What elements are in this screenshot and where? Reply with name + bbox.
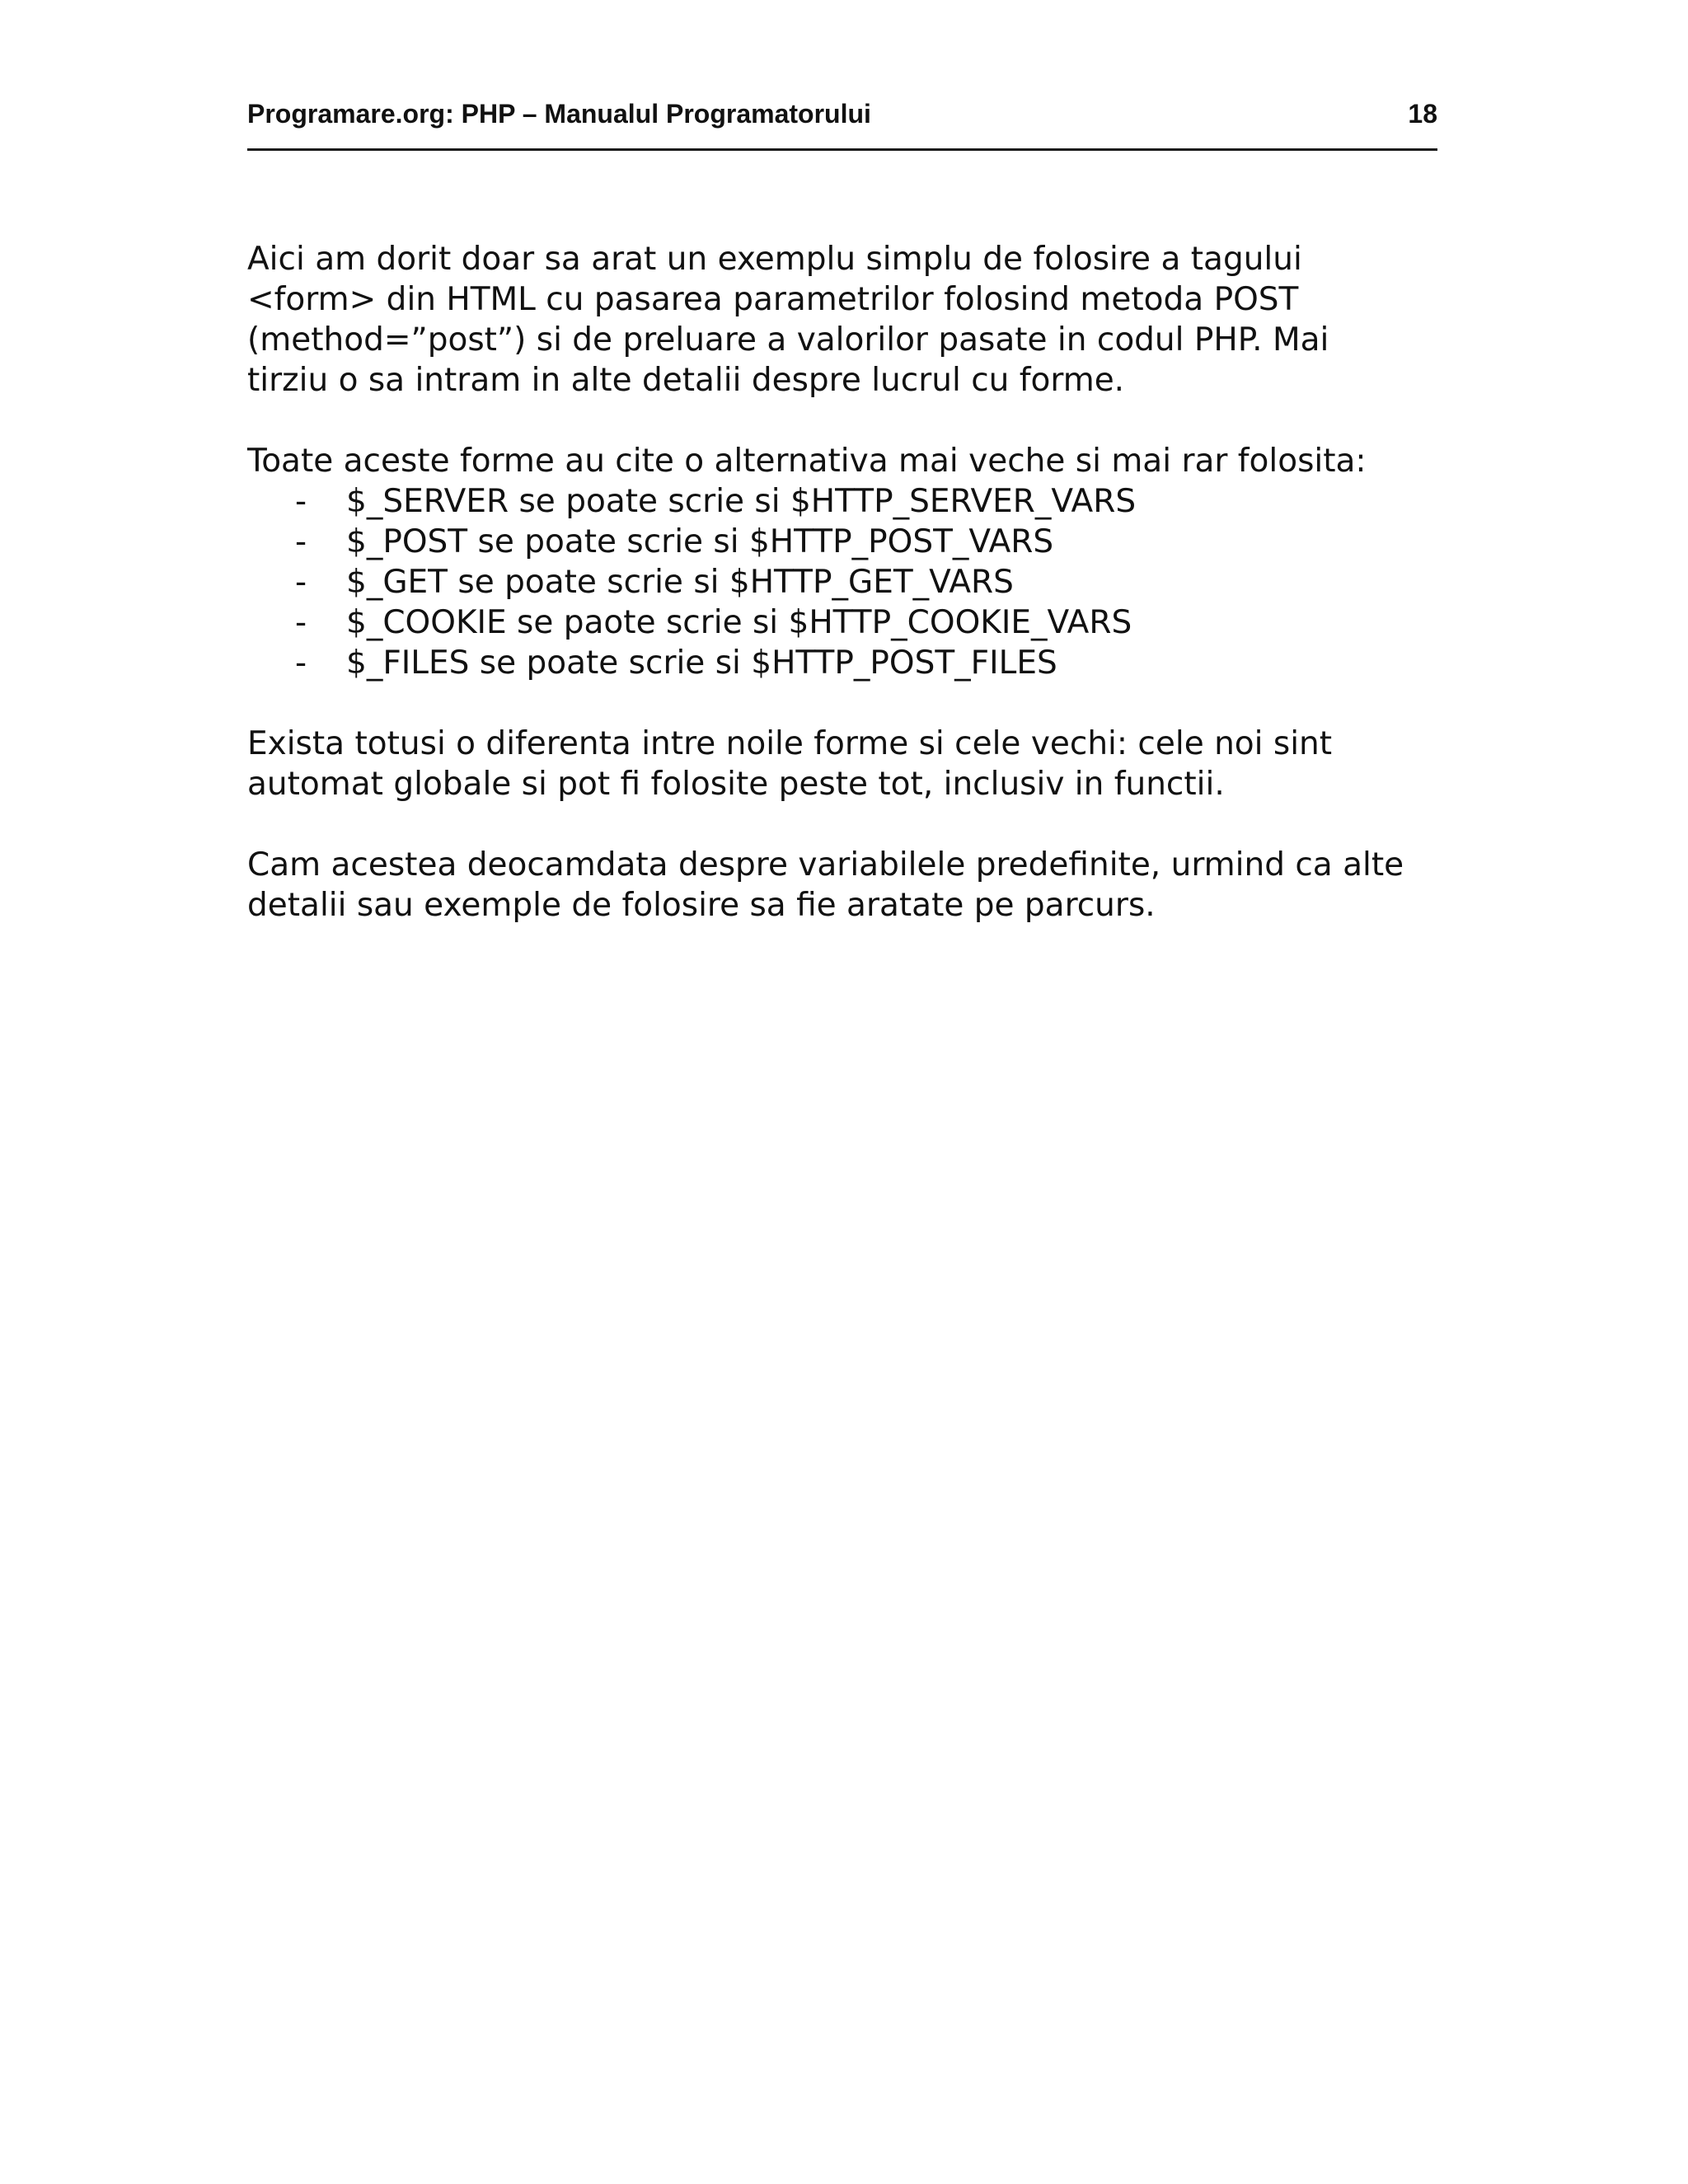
text-line: Aici am dorit doar sa arat un exemplu simplu de folosire a tagului	[247, 241, 1302, 278]
paragraph-gap	[247, 401, 1451, 441]
text-line: tirziu o sa intram in alte detalii despre lucrul cu forme.	[247, 362, 1125, 399]
list-dash: -	[295, 644, 307, 682]
list-item	[247, 562, 1451, 602]
text-line: <form> din HTML cu pasarea parametrilor folosind metoda POST	[247, 281, 1299, 318]
list-item	[247, 602, 1451, 643]
text-line: Exista totusi o diferenta intre noile forme si cele vechi: cele noi sint	[247, 725, 1333, 762]
page-body	[247, 239, 1451, 926]
list-item-text: $_SERVER se poate scrie si $HTTP_SERVER_VARS	[346, 483, 1137, 520]
page-number: 18	[1408, 99, 1437, 129]
list-item-text: $_FILES se poate scrie si $HTTP_POST_FILES	[346, 644, 1057, 682]
list-dash: -	[295, 564, 307, 601]
text-line: automat globale si pot fi folosite peste tot, inclusiv in functii.	[247, 766, 1225, 803]
list-item	[247, 481, 1451, 522]
paragraph-alternatives-intro: Toate aceste forme au cite o alternativa mai veche si mai rar folosita:	[247, 443, 1367, 480]
page-header	[247, 97, 1437, 151]
text-line: Cam acestea deocamdata despre variabilele predefinite, urmind ca alte	[247, 846, 1404, 883]
paragraph-gap	[247, 683, 1451, 724]
list-dash: -	[295, 523, 307, 560]
paragraph-gap	[247, 804, 1451, 845]
paragraph-conclusion	[247, 845, 1451, 926]
list-dash: -	[295, 483, 307, 520]
text-line: detalii sau exemple de folosire sa fie aratate pe parcurs.	[247, 887, 1156, 924]
paragraph-form-example	[247, 239, 1451, 401]
list-item-text: $_GET se poate scrie si $HTTP_GET_VARS	[346, 564, 1014, 601]
list-item-text: $_COOKIE se paote scrie si $HTTP_COOKIE_VARS	[346, 604, 1132, 641]
list-item-text: $_POST se poate scrie si $HTTP_POST_VARS	[346, 523, 1054, 560]
header-title: Programare.org: PHP – Manualul Programatorului	[247, 99, 871, 129]
list-dash: -	[295, 604, 307, 641]
paragraph-differences	[247, 724, 1451, 804]
text-line: (method=”post”) si de preluare a valorilor pasate in codul PHP. Mai	[247, 321, 1329, 359]
alternatives-list	[247, 481, 1451, 683]
list-item	[247, 643, 1451, 683]
list-item	[247, 522, 1451, 562]
